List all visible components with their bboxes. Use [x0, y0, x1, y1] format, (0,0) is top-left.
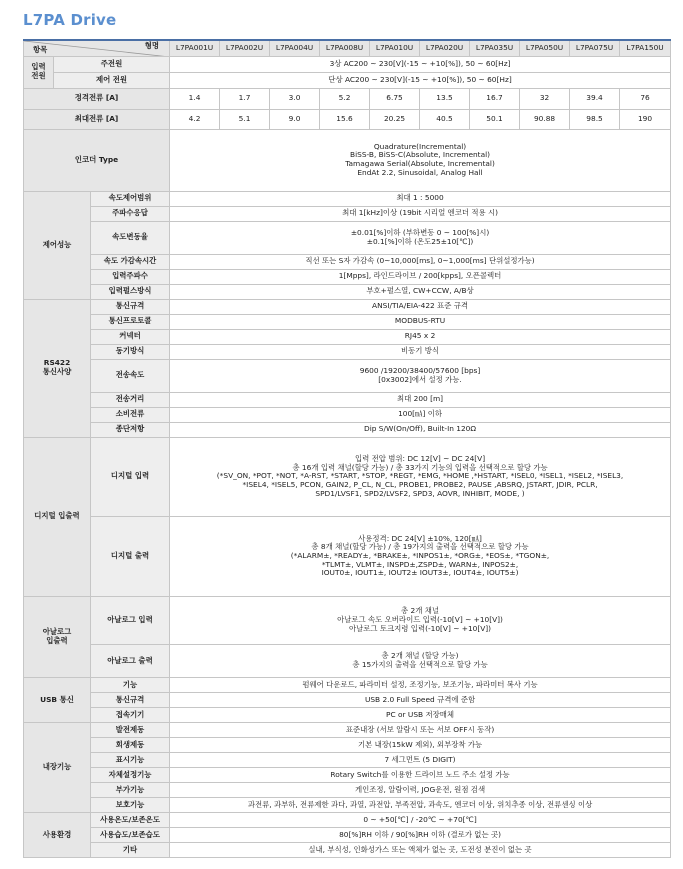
value-line: 아날로그 토크지령 입력(-10[V] ~ +10[V])	[348, 623, 492, 633]
spec-item-value	[170, 708, 671, 723]
value-line: PC or USB 저장매체	[386, 709, 455, 719]
model-name: L7PA010U	[370, 40, 420, 56]
rs422-row	[24, 407, 671, 422]
value-line: (*ALARM±, *READY±, *BRAKE±, *INPOS1±, *ORG±, *EOS±, *TGON±,	[290, 550, 550, 560]
value-line: SPD1/LVSF1, SPD2/LVSF2, SPD3, AOVR, INHIBIT, MODE, )	[315, 488, 525, 498]
rated-current-value: 39.4	[570, 88, 620, 109]
spec-item-label: 보호기능	[91, 798, 170, 813]
value-line: EndAt 2.2, Sinusoidal, Analog Hall	[357, 167, 483, 177]
spec-item-value	[170, 828, 671, 843]
spec-item-label: 디지털 출력	[91, 517, 170, 597]
value-line: MODBUS-RTU	[394, 316, 446, 326]
spec-item-value	[170, 422, 671, 437]
value-line: 최대 1[kHz]이상 (19bit 시리얼 엔코더 적용 시)	[342, 208, 498, 218]
max-current-value: 98.5	[570, 109, 620, 129]
spec-item-value	[170, 693, 671, 708]
rated-current-value: 13.5	[420, 88, 470, 109]
spec-item-value	[170, 596, 671, 645]
rs422-section-label: RS422 통신사양	[24, 299, 91, 437]
value-line: ±0.01[%]이하 (부하변동 0 ~ 100[%]시)	[350, 227, 490, 237]
rated-current-value: 1.7	[220, 88, 270, 109]
spec-item-label: 입력펄스방식	[91, 284, 170, 299]
spec-item-label: 아날로그 출력	[91, 645, 170, 678]
model-name: L7PA150U	[620, 40, 671, 56]
spec-item-label: 디지털 입력	[91, 437, 170, 517]
builtin-row	[24, 783, 671, 798]
rated-current-label: 정격전류 [A]	[24, 88, 170, 109]
spec-item-label: 통신규격	[91, 693, 170, 708]
control-row	[24, 254, 671, 269]
model-name: L7PA075U	[570, 40, 620, 56]
item-label: 항목	[33, 44, 48, 54]
spec-item-label: 동기방식	[91, 344, 170, 359]
max-current-row	[24, 109, 671, 129]
usb-row	[24, 708, 671, 723]
rs422-row	[24, 329, 671, 344]
environment-row	[24, 828, 671, 843]
value-line: 과전류, 과부하, 전류제한 과다, 과열, 과전압, 부족전압, 과속도, 엔코더 이상, 위치추종 이상, 전류센싱 이상	[247, 799, 593, 809]
rated-current-value: 6.75	[370, 88, 420, 109]
spec-item-value	[170, 753, 671, 768]
value-line: Rotary Switch를 이용한 드라이브 노드 주소 설정 가능	[330, 769, 510, 779]
value-line: 부호+펄스열, CW+CCW, A/B상	[366, 286, 474, 296]
spec-item-label: 아날로그 입력	[91, 596, 170, 645]
spec-item-value	[170, 254, 671, 269]
rs422-row	[24, 314, 671, 329]
value-line: USB 2.0 Full Speed 규격에 준함	[364, 694, 476, 704]
control-row	[24, 284, 671, 299]
spec-item-label: 통신규격	[91, 299, 170, 314]
spec-item-value	[170, 813, 671, 828]
usb-section-label: USB 통신	[24, 678, 91, 723]
rated-current-value: 76	[620, 88, 671, 109]
value-line: 직선 또는 S자 가감속 (0~10,000[ms], 0~1,000[ms] 단위설정가능)	[305, 256, 535, 266]
rated-current-value: 32	[520, 88, 570, 109]
max-current-value: 4.2	[170, 109, 220, 129]
spec-item-label: 속도변동율	[91, 221, 170, 254]
model-label: 형명	[144, 41, 160, 50]
header-row	[24, 40, 671, 56]
model-name: L7PA050U	[520, 40, 570, 56]
control-power-value: 단상 AC200 ~ 230[V](-15 ~ +10[%]), 50 ~ 60[Hz]	[170, 72, 671, 88]
spec-item-label: 부가기능	[91, 783, 170, 798]
spec-item-label: 전송거리	[91, 392, 170, 407]
control-row	[24, 206, 671, 221]
value-line: 최대 200 [m]	[397, 394, 444, 404]
rs422-row	[24, 299, 671, 314]
value-line: RJ45 x 2	[404, 331, 436, 341]
rated-current-value: 1.4	[170, 88, 220, 109]
spec-item-label: 속도제어범위	[91, 191, 170, 206]
encoder-label: 인코더 Type	[24, 129, 170, 191]
value-line: 최대 1 : 5000	[396, 193, 444, 203]
environment-section-label: 사용환경	[24, 813, 91, 858]
value-line: 총 2개 채널 (할당 가능)	[381, 651, 459, 661]
spec-item-value	[170, 191, 671, 206]
max-current-value: 190	[620, 109, 671, 129]
main-power-value: 3상 AC200 ~ 230[V](-15 ~ +10[%]), 50 ~ 60[Hz]	[170, 56, 671, 72]
spec-item-label: 통신프로토콜	[91, 314, 170, 329]
value-line: 아날로그 속도 오버라이드 입력(-10[V] ~ +10[V])	[337, 614, 503, 624]
spec-item-value	[170, 329, 671, 344]
rs422-row	[24, 344, 671, 359]
spec-item-value	[170, 517, 671, 597]
value-line: 사용정격: DC 24[V] ±10%, 120[㎃]	[358, 533, 482, 543]
value-line: 입력 전압 범위: DC 12[V] ~ DC 24[V]	[354, 454, 486, 464]
digital_io-row	[24, 437, 671, 517]
spec-item-value	[170, 314, 671, 329]
value-line: [0x3002]에서 설정 가능.	[378, 374, 462, 384]
spec-item-value	[170, 843, 671, 858]
spec-item-label: 사용습도/보존습도	[91, 828, 170, 843]
max-current-value: 50.1	[470, 109, 520, 129]
value-line: 실내, 부식성, 인화성가스 또는 액체가 없는 곳, 도전성 분진이 없는 곳	[308, 844, 532, 854]
main-power-label: 주전원	[54, 56, 170, 72]
spec-item-value	[170, 768, 671, 783]
spec-item-label: 입력주파수	[91, 269, 170, 284]
spec-item-value	[170, 359, 671, 392]
model-name: L7PA035U	[470, 40, 520, 56]
power-control-row	[24, 72, 671, 88]
spec-item-value	[170, 299, 671, 314]
power-main-row	[24, 56, 671, 72]
rs422-row	[24, 422, 671, 437]
builtin-section-label: 내장기능	[24, 723, 91, 813]
spec-item-label: 자체설정기능	[91, 768, 170, 783]
builtin-row	[24, 798, 671, 813]
model-name: L7PA008U	[320, 40, 370, 56]
spec-item-value	[170, 407, 671, 422]
spec-item-value	[170, 437, 671, 517]
spec-item-value	[170, 645, 671, 678]
value-line: 총 2개 채널	[401, 606, 440, 616]
spec-item-label: 커넥터	[91, 329, 170, 344]
model-name: L7PA020U	[420, 40, 470, 56]
value-line: 기본 내장(15kW 제외), 외부장착 가능	[357, 739, 483, 749]
spec-item-label: 기능	[91, 678, 170, 693]
value-line: 0 ~ +50[℃] / -20℃ ~ +70[℃]	[363, 814, 477, 824]
max-current-value: 15.6	[320, 109, 370, 129]
usb-row	[24, 693, 671, 708]
value-line: (*SV_ON, *POT, *NOT, *A-RST, *START, *STOP, *REGT, *EMG, *HOME ,*HSTART, *ISEL0, *ISEL1, *ISEL2, *ISEL3,	[216, 471, 624, 481]
value-line: ±0.1[%]이하 (온도25±10[℃])	[366, 236, 474, 246]
spec-item-value	[170, 284, 671, 299]
rated-current-value: 5.2	[320, 88, 370, 109]
spec-item-label: 기타	[91, 843, 170, 858]
value-line: 1[Mpps], 라인드라이브 / 200[kpps], 오픈콜렉터	[338, 271, 502, 281]
value-line: IOUT0±, IOUT1±, IOUT2± IOUT3±, IOUT4±, IOUT5±)	[321, 568, 519, 578]
spec-item-label: 주파수응답	[91, 206, 170, 221]
max-current-value: 9.0	[270, 109, 320, 129]
value-line: 총 15가지의 출력을 선택적으로 할당 가능	[352, 660, 488, 669]
control-power-label: 제어 전원	[54, 72, 170, 88]
spec-item-value	[170, 783, 671, 798]
analog_io-row	[24, 645, 671, 678]
builtin-row	[24, 738, 671, 753]
value-line: 9600 /19200/38400/57600 [bps]	[359, 365, 481, 375]
builtin-row	[24, 768, 671, 783]
value-line: 총 16개 입력 채널(할당 가능) / 총 33가지 기능의 입력을 선택적으로 할당 가능	[292, 462, 548, 472]
analog-io-section-label: 아날로그 입출력	[24, 596, 91, 678]
page-title: L7PA Drive	[23, 11, 117, 29]
control-row	[24, 191, 671, 206]
item-model-header	[24, 40, 170, 56]
spec-item-value	[170, 269, 671, 284]
spec-item-value	[170, 221, 671, 254]
spec-item-label: 회생제동	[91, 738, 170, 753]
usb-row	[24, 678, 671, 693]
digital-io-section-label: 디지털 입출력	[24, 437, 91, 596]
spec-item-label: 표시기능	[91, 753, 170, 768]
environment-row	[24, 813, 671, 828]
rated-current-value: 16.7	[470, 88, 520, 109]
control-row	[24, 269, 671, 284]
value-line: 펌웨어 다운로드, 파라미터 설정, 조정기능, 보조기능, 파라미터 복사 기능	[302, 679, 538, 689]
value-line: *TLMT±, VLMT±, INSPD±,ZSPD±, WARN±, INPOS2±,	[321, 559, 519, 569]
analog_io-row	[24, 596, 671, 645]
max-current-value: 40.5	[420, 109, 470, 129]
encoder-row	[24, 129, 671, 191]
spec-item-value	[170, 206, 671, 221]
spec-item-value	[170, 392, 671, 407]
value-line: Tamagawa Serial(Absolute, Incremental)	[345, 159, 495, 168]
max-current-label: 최대전류 [A]	[24, 109, 170, 129]
value-line: Dip S/W(On/Off), Built-In 120Ω	[364, 424, 477, 434]
spec-item-value	[170, 723, 671, 738]
digital_io-row	[24, 517, 671, 597]
environment-row	[24, 843, 671, 858]
model-name: L7PA001U	[170, 40, 220, 56]
power-label: 입력 전원	[24, 56, 54, 88]
rs422-row	[24, 359, 671, 392]
model-name: L7PA002U	[220, 40, 270, 56]
rs422-row	[24, 392, 671, 407]
rated-current-value: 3.0	[270, 88, 320, 109]
value-line: 100[㎃] 이하	[398, 409, 442, 419]
encoder-value	[170, 129, 671, 191]
spec-item-value	[170, 738, 671, 753]
value-line: 비동기 방식	[401, 346, 440, 356]
value-line: 7 세그먼트 (5 DIGIT)	[384, 754, 456, 764]
control-section-label: 제어성능	[24, 191, 91, 299]
spec-item-value	[170, 798, 671, 813]
rated-current-row	[24, 88, 671, 109]
spec-item-label: 전송속도	[91, 359, 170, 392]
value-line: 총 8개 채널(할당 가능) / 총 19가지의 출력을 선택적으로 할당 가능	[311, 542, 529, 552]
spec-item-label: 종단저항	[91, 422, 170, 437]
spec-item-label: 사용온도/보존온도	[91, 813, 170, 828]
spec-item-value	[170, 678, 671, 693]
control-row	[24, 221, 671, 254]
builtin-row	[24, 753, 671, 768]
value-line: Quadrature(Incremental)	[373, 141, 467, 151]
spec-item-label: 소비전류	[91, 407, 170, 422]
spec-item-value	[170, 344, 671, 359]
value-line: 게인조정, 알람이력, JOG운전, 원점 검색	[354, 784, 486, 794]
max-current-value: 20.25	[370, 109, 420, 129]
value-line: 80[%]RH 이하 / 90[%]RH 이하 (결로가 없는 곳)	[339, 829, 501, 839]
builtin-row	[24, 723, 671, 738]
value-line: BiSS-B, BiSS-C(Absolute, Incremental)	[350, 150, 491, 160]
value-line: 표준내장 (서보 알람시 또는 서보 OFF시 동작)	[345, 724, 495, 734]
spec-item-label: 발전제동	[91, 723, 170, 738]
max-current-value: 5.1	[220, 109, 270, 129]
spec-table	[23, 39, 671, 858]
value-line: ANSI/TIA/EIA-422 표준 규격	[372, 301, 469, 311]
max-current-value: 90.88	[520, 109, 570, 129]
spec-item-label: 접속기기	[91, 708, 170, 723]
value-line: *ISEL4, *ISEL5, PCON, GAIN2, P_CL, N_CL, PROBE1, PROBE2, PAUSE ,ABSRQ, JSTART, JDIR, PCLR,	[242, 480, 598, 489]
model-name: L7PA004U	[270, 40, 320, 56]
spec-item-label: 속도 가감속시간	[91, 254, 170, 269]
